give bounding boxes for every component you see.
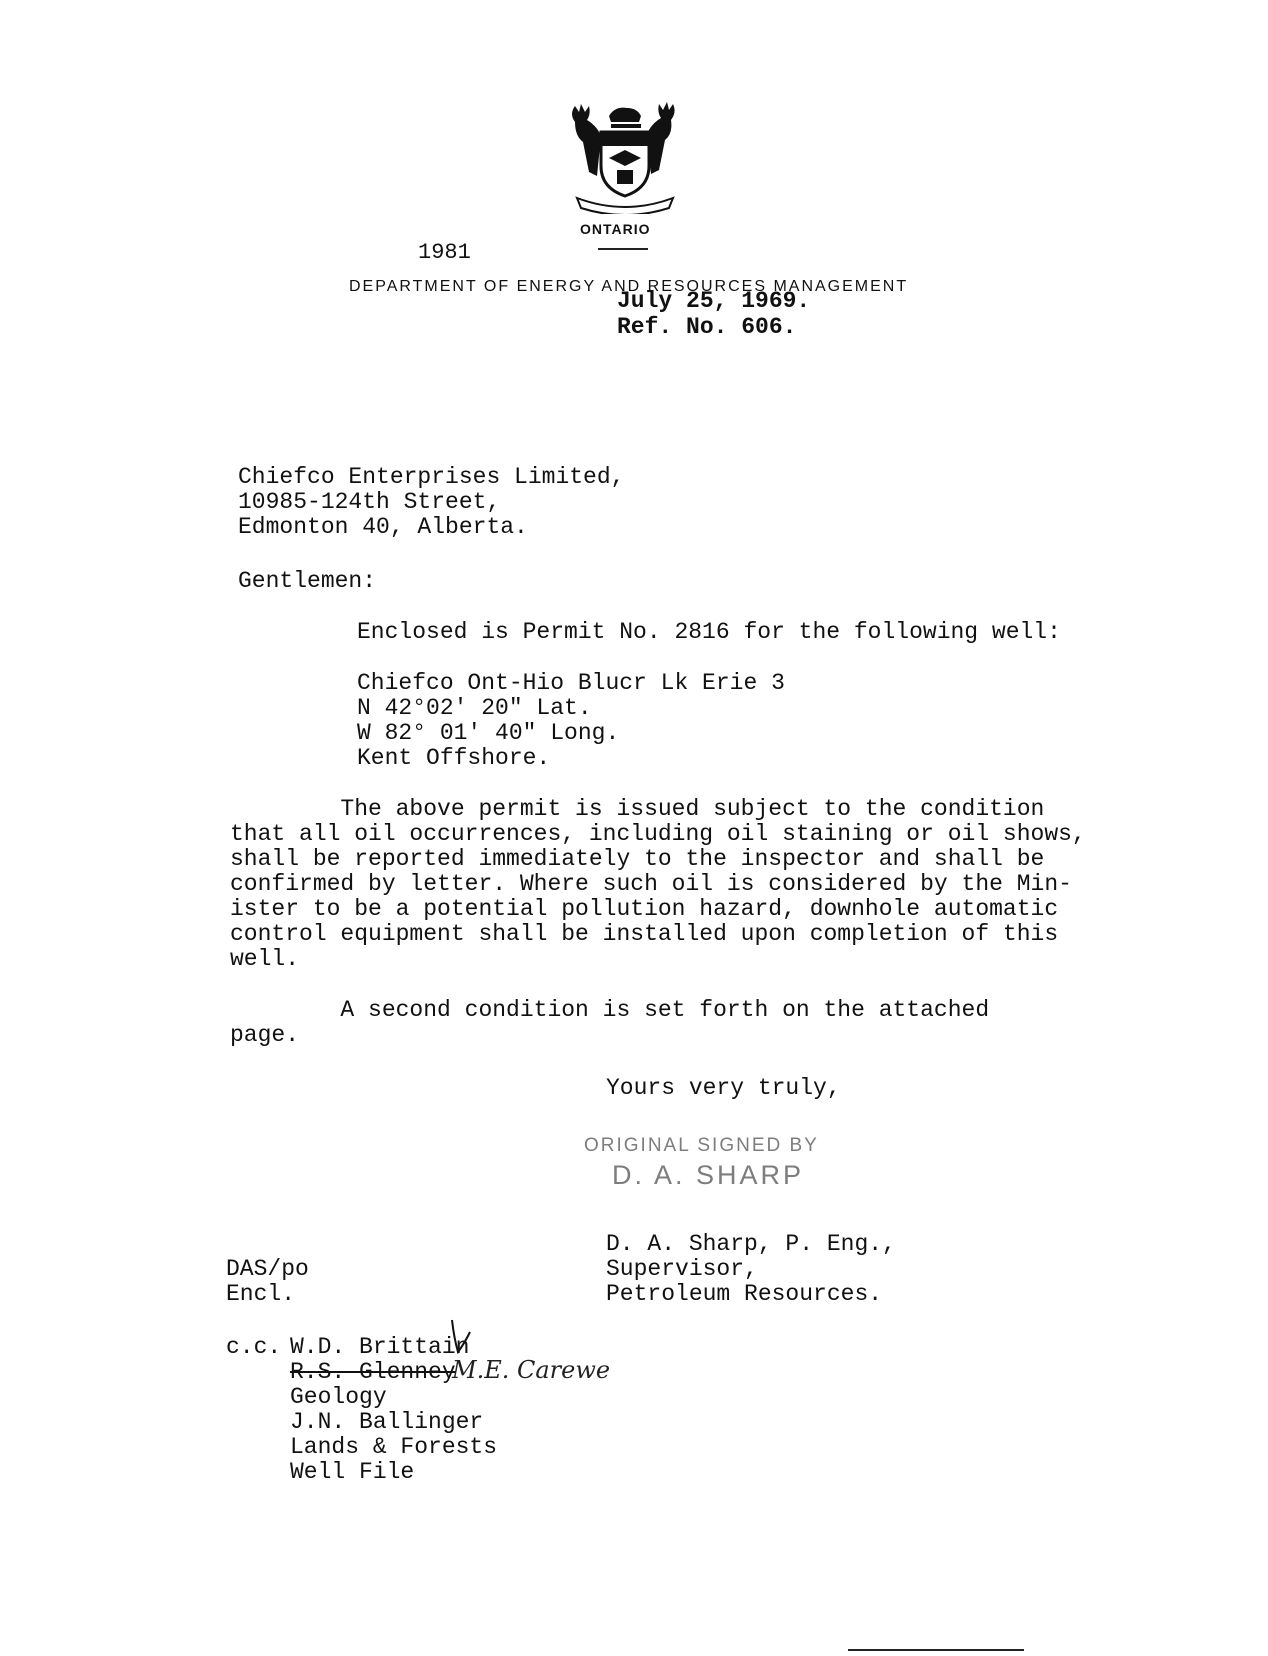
signatory-line: D. A. Sharp, P. Eng.,: [606, 1231, 896, 1257]
cc-label: c.c.: [226, 1334, 282, 1360]
signatory-line: Petroleum Resources.: [606, 1281, 883, 1307]
cc-item: R.S. Glenney: [290, 1359, 456, 1385]
cc-item: J.N. Ballinger: [290, 1409, 484, 1435]
recipient-line: 10985-124th Street,: [238, 489, 501, 515]
well-line: Kent Offshore.: [357, 745, 551, 771]
signature-stamp-name: D. A. SHARP: [612, 1160, 805, 1190]
cc-item: W.D. Brittain: [290, 1334, 470, 1360]
handwritten-annotation: M.E. Carewe: [452, 1356, 611, 1384]
cc-item: Geology: [290, 1384, 387, 1410]
document-number: 1981: [418, 240, 471, 265]
cc-item: Lands & Forests: [290, 1434, 498, 1460]
paragraph-line: page.: [230, 1022, 300, 1048]
paragraph-line: A second condition is set forth on the attached: [230, 997, 990, 1023]
paragraph-line: well.: [230, 946, 300, 972]
well-line: Chiefco Ont-Hio Blucr Lk Erie 3: [357, 670, 785, 696]
paragraph-line: The above permit is issued subject to the condition: [230, 796, 1045, 822]
province-name: ONTARIO: [580, 221, 651, 237]
closing: Yours very truly,: [606, 1075, 841, 1101]
letterhead-rule: [598, 248, 648, 250]
recipient-line: Chiefco Enterprises Limited,: [238, 464, 625, 490]
typist-initials: DAS/po: [226, 1256, 309, 1282]
signatory-line: Supervisor,: [606, 1256, 758, 1282]
enclosure-note: Encl.: [226, 1281, 296, 1307]
department-name: DEPARTMENT OF ENERGY AND RESOURCES MANAGEMENT: [349, 278, 909, 295]
paragraph-line: ister to be a potential pollution hazard, downhole automatic: [230, 896, 1059, 922]
recipient-line: Edmonton 40, Alberta.: [238, 514, 528, 540]
letter-date: July 25, 1969.: [617, 288, 811, 314]
well-line: W 82° 01' 40" Long.: [357, 720, 620, 746]
ontario-coat-of-arms-icon: [565, 102, 685, 214]
page-bottom-rule: [848, 1649, 1024, 1651]
checkmark-icon: [448, 1318, 472, 1358]
enclosure-intro: Enclosed is Permit No. 2816 for the following well:: [357, 619, 1061, 645]
paragraph-line: shall be reported immediately to the inspector and shall be: [230, 846, 1045, 872]
paragraph-line: control equipment shall be installed upon completion of this: [230, 921, 1059, 947]
paragraph-line: that all oil occurrences, including oil staining or oil shows,: [230, 821, 1086, 847]
well-line: N 42°02' 20" Lat.: [357, 695, 592, 721]
reference-number: Ref. No. 606.: [617, 314, 797, 340]
signature-stamp-line: ORIGINAL SIGNED BY: [584, 1135, 819, 1156]
salutation: Gentlemen:: [238, 568, 377, 594]
paragraph-line: confirmed by letter. Where such oil is considered by the Min-: [230, 871, 1072, 897]
cc-item: Well File: [290, 1459, 415, 1485]
